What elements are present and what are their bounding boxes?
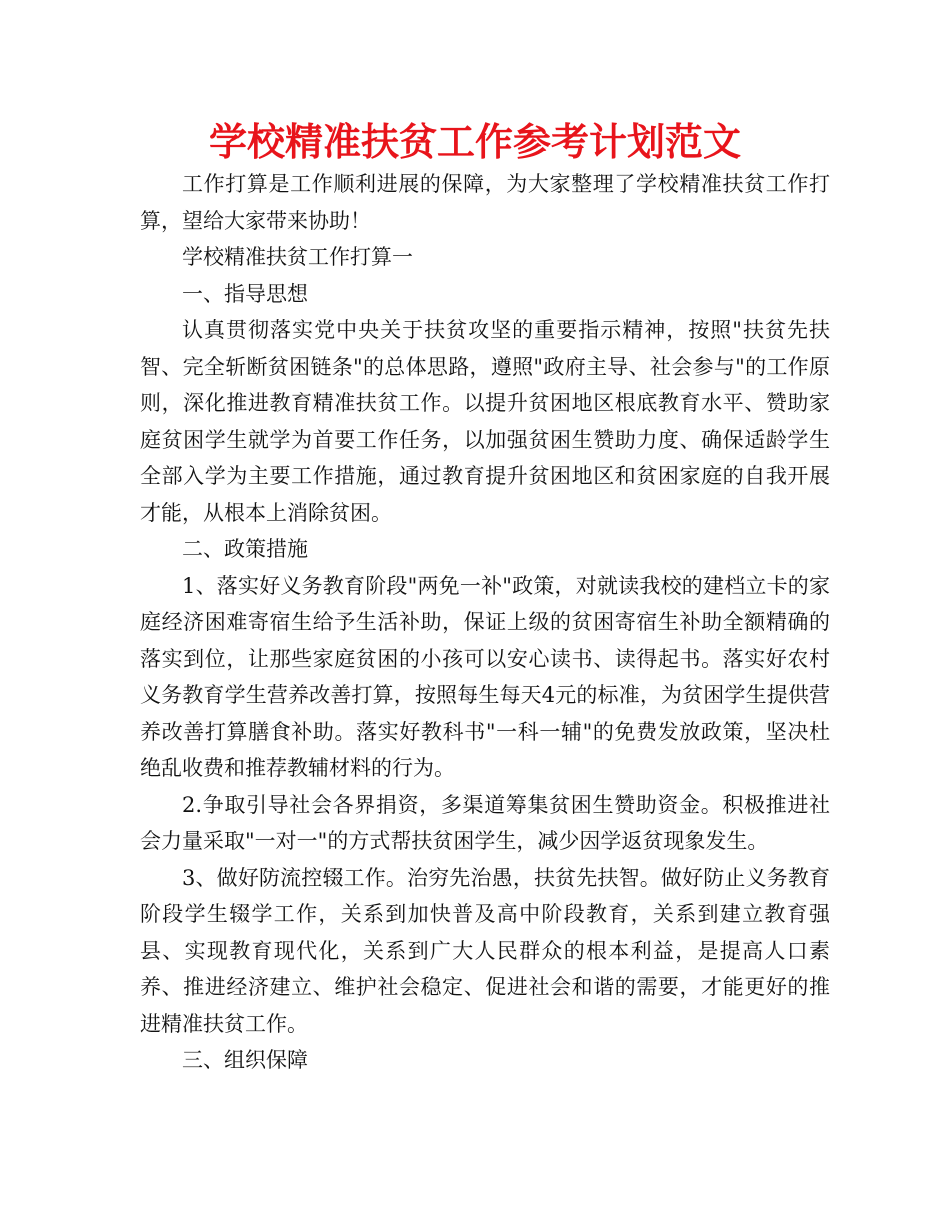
document-title: 学校精准扶贫工作参考计划范文 bbox=[208, 120, 741, 164]
policy-measure-2-paragraph: 2.争取引导社会各界捐资，多渠道筹集贫困生赞助资金。积极推进社会力量采取"一对一"的方式帮扶贫困学生，减少因学返贫现象发生。 bbox=[140, 792, 830, 853]
plan-heading: 学校精准扶贫工作打算一 bbox=[182, 245, 413, 269]
policy-measure-3-paragraph: 3、做好防流控辍工作。治穷先治愚，扶贫先扶智。做好防止义务教育阶段学生辍学工作，关系到加快普及高中阶段教育，关系到建立教育强县、实现教育现代化，关系到广大人民群众的根本利益，是提高人口素养、推进经济建立、维护社会稳定、促进社会和谐的需要，才能更好的推进精准扶贫工作。 bbox=[140, 865, 830, 1036]
intro-paragraph: 工作打算是工作顺利进展的保障，为大家整理了学校精准扶贫工作打算，望给大家带来协助！ bbox=[140, 172, 830, 233]
policy-measure-1-paragraph: 1、落实好义务教育阶段"两免一补"政策，对就读我校的建档立卡的家庭经济困难寄宿生给予生活补助，保证上级的贫困寄宿生补助全额精确的落实到位，让那些家庭贫困的小孩可以安心读书、读得起书。落实好农村义务教育学生营养改善打算，按照每生每天4元的标准，为贫困学生提供营养改善打算膳食补助。落实好教科书"一科一辅"的免费发放政策，坚决杜绝乱收费和推荐教辅材料的行为。 bbox=[140, 573, 830, 780]
guiding-ideology-paragraph: 认真贯彻落实党中央关于扶贫攻坚的重要指示精神，按照"扶贫先扶智、完全斩断贫困链条"的总体思路，遵照"政府主导、社会参与"的工作原则，深化推进教育精准扶贫工作。以提升贫困地区根底教育水平、赞助家庭贫困学生就学为首要工作任务，以加强贫困生赞助力度、确保适龄学生全部入学为主要工作措施，通过教育提升贫困地区和贫困家庭的自我开展才能，从根本上消除贫困。 bbox=[140, 318, 830, 525]
section-heading-guiding-ideology: 一、指导思想 bbox=[182, 281, 308, 306]
section-heading-organization: 三、组织保障 bbox=[182, 1048, 308, 1072]
document-body bbox=[140, 166, 830, 1079]
section-heading-policy-measures: 二、政策措施 bbox=[182, 537, 308, 561]
